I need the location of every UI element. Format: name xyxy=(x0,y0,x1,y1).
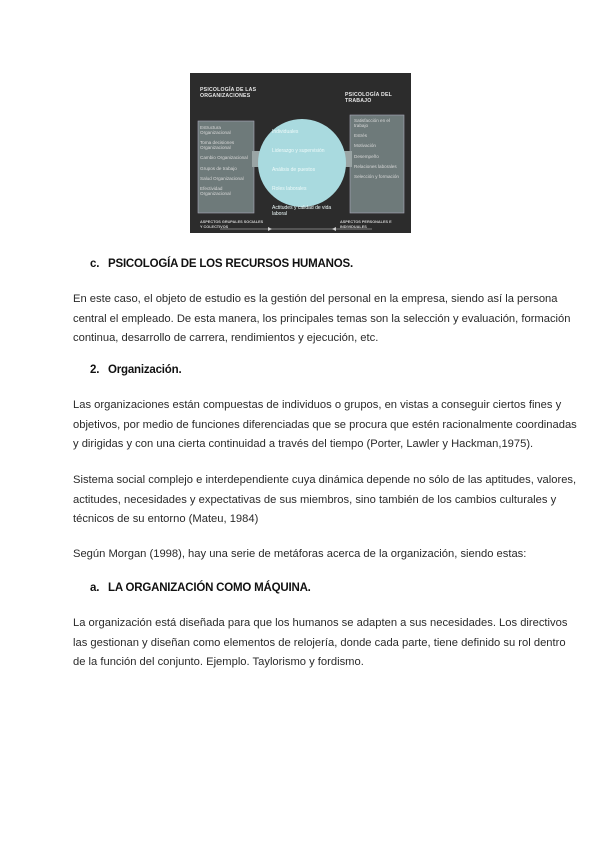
section-heading-maquina xyxy=(90,582,311,594)
list-item: Relaciones laborales xyxy=(354,163,397,169)
paragraph-sistema-social xyxy=(73,471,577,530)
list-item: Análisis de puestos xyxy=(272,167,316,173)
text-line: las gestionan y diseñan como elementos de relojería, donde cada parte, tiene definido su rol dentro xyxy=(73,636,566,649)
text-line: Las organizaciones están compuestas de individuos o grupos, en vistas a conseguir ciertos fines y xyxy=(73,399,562,411)
list-item: Individuales xyxy=(272,129,299,135)
list-item: Salud Organizacional xyxy=(200,175,244,181)
list-item: Toma decisiones Organizacional xyxy=(200,140,235,151)
list-item: Roles laborales xyxy=(272,186,307,192)
list-item: Desempeño xyxy=(354,153,379,159)
text-line: continua, desarrollo de carrera, rendimientos y ejecución, etc. xyxy=(73,332,379,345)
text-line: y dirigidas y con una cierta continuidad a través del tiempo (Porter, Lawler y Hackman,1975). xyxy=(73,438,534,451)
text-line: técnicos de su entorno (Mateu, 1984) xyxy=(73,513,259,526)
paragraph-morgan xyxy=(73,545,533,565)
text-line: Sistema social complejo e interdependiente cuya dinámica depende no sólo de las aptitudes, valores, xyxy=(73,474,577,486)
section-title: Organización. xyxy=(108,364,182,376)
list-item: Cambio Organizacional xyxy=(200,155,248,161)
list-item: Grupos de trabajo xyxy=(200,165,237,171)
text-line: objetivos, por medio de funciones diferenciadas que se procura que estén racionalmente coordinadas xyxy=(73,418,577,431)
organizational-psychology-diagram xyxy=(190,73,411,233)
section-marker: c. xyxy=(90,258,100,270)
text-line: En este caso, el objeto de estudio es la gestión del personal en la empresa, siendo así la persona xyxy=(73,293,558,305)
section-marker: 2. xyxy=(90,364,100,376)
text-line: actitudes, necesidades y expectativas de sus miembros, sino también de los cambios culturales y xyxy=(73,493,557,506)
section-heading-recursos-humanos xyxy=(90,258,353,270)
diagram-left-list xyxy=(200,125,252,201)
list-item: Liderazgo y supervisión xyxy=(272,148,325,154)
text-line: La organización está diseñada para que los humanos se adapten a sus necesidades. Los directivos xyxy=(73,617,568,629)
section-heading-organizacion xyxy=(90,364,181,376)
diagram-right-title: PSICOLOGÍA DEL TRABAJO xyxy=(345,92,392,104)
list-item: Estructura Organizacional xyxy=(200,125,231,135)
list-item: Motivación xyxy=(354,143,376,149)
diagram-bottom-left-label: ASPECTOS GRUPALES SOCIALES Y COLECTIVOS xyxy=(200,220,264,229)
list-item: Satisfacción en el trabajo xyxy=(354,118,391,128)
diagram-left-title: PSICOLOGÍA DE LAS ORGANIZACIONES xyxy=(200,87,257,99)
paragraph-maquina xyxy=(73,614,568,673)
section-title: PSICOLOGÍA DE LOS RECURSOS HUMANOS. xyxy=(108,258,353,270)
list-item: Efectividad Organizacional xyxy=(200,185,231,196)
list-item: Selección y formación xyxy=(354,173,399,179)
list-item: Actitudes y calidad de vida laboral xyxy=(272,205,332,217)
text-line: Según Morgan (1998), hay una serie de metáforas acerca de la organización, siendo estas: xyxy=(73,548,527,560)
diagram-bottom-right-label: ASPECTOS PERSONALES E INDIVIDUALES xyxy=(340,220,392,229)
text-line: central el empleado. De esta manera, los principales temas son la selección y evaluación, formación xyxy=(73,312,571,325)
diagram-center-list xyxy=(272,129,344,230)
paragraph-recursos-humanos xyxy=(73,290,571,349)
paragraph-organizaciones xyxy=(73,396,577,455)
section-marker: a. xyxy=(90,582,100,594)
text-line: de la función del conjunto. Ejemplo. Taylorismo y fordismo. xyxy=(73,656,364,669)
diagram-right-list xyxy=(354,118,404,184)
list-item: Estrés xyxy=(354,133,368,139)
section-title: LA ORGANIZACIÓN COMO MÁQUINA. xyxy=(108,582,311,594)
